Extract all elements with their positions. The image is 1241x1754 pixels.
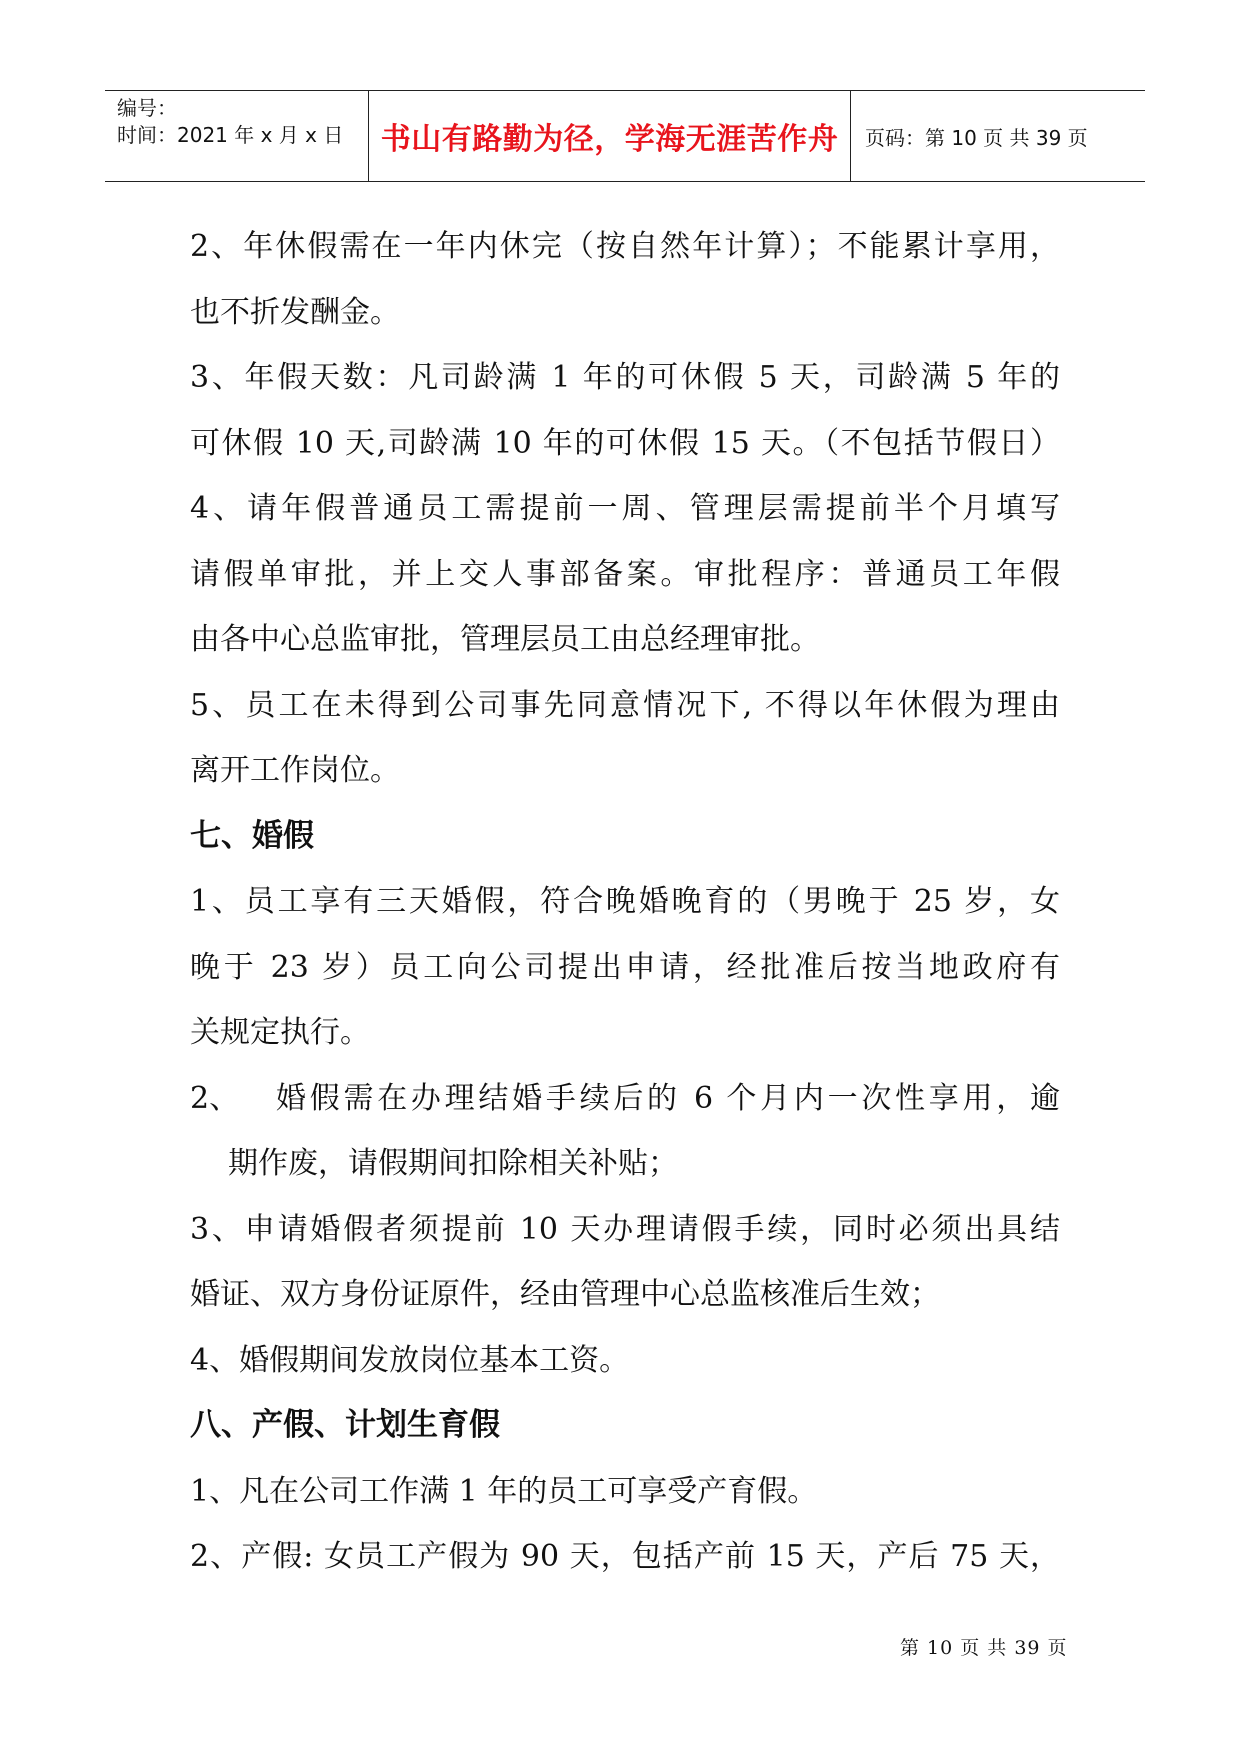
header-page-info: 页码：第 10 页 共 39 页 <box>865 125 1088 150</box>
document-header <box>105 90 1145 182</box>
marriage-leave-item-2-number: 2、 <box>190 1080 240 1116</box>
section-heading-marriage-leave: 七、婚假 <box>190 817 314 854</box>
header-page-cell <box>851 91 1145 181</box>
marriage-leave-item-3-line-1: 3、申请婚假者须提前 10 天办理请假手续，同时必须出具结 <box>190 1211 1060 1247</box>
annual-leave-item-2-line-2: 也不折发酬金。 <box>190 294 400 330</box>
maternity-leave-item-2-line-1: 2、产假: 女员工产假为 90 天，包括产前 15 天，产后 75 天， <box>190 1539 1060 1574</box>
annual-leave-item-2-line-1: 2、年休假需在一年内休完（按自然年计算）；不能累计享用， <box>190 229 1060 264</box>
header-motto-cell <box>369 91 851 181</box>
marriage-leave-item-3-line-2: 婚证、双方身份证原件，经由管理中心总监核准后生效； <box>190 1277 940 1312</box>
header-meta-cell <box>105 91 369 181</box>
annual-leave-item-4-line-2: 请假单审批，并上交人事部备案。审批程序：普通员工年假 <box>190 556 1060 592</box>
marriage-leave-item-2-line-1 <box>190 1066 1060 1132</box>
document-number-label: 编号： <box>117 96 177 120</box>
annual-leave-item-3-line-1: 3、年假天数：凡司龄满 1 年的可休假 5 天，司龄满 5 年的 <box>190 360 1060 395</box>
section-heading-maternity-leave: 八、产假、计划生育假 <box>190 1407 500 1443</box>
maternity-leave-item-1-line-1: 1、凡在公司工作满 1 年的员工可享受产育假。 <box>190 1473 818 1509</box>
marriage-leave-item-2-line-2: 期作废，请假期间扣除相关补贴； <box>228 1146 678 1181</box>
annual-leave-item-5-line-1: 5、员工在未得到公司事先同意情况下, 不得以年休假为理由 <box>190 687 1060 723</box>
marriage-leave-item-1-line-1: 1、员工享有三天婚假，符合晚婚晚育的（男晚于 25 岁，女 <box>190 884 1060 919</box>
annual-leave-item-5-line-2: 离开工作岗位。 <box>190 753 400 788</box>
document-body <box>190 214 1060 1590</box>
annual-leave-item-3-line-2: 可休假 10 天,司龄满 10 年的可休假 15 天。（不包括节假日） <box>190 425 1060 461</box>
annual-leave-item-4-line-1: 4、请年假普通员工需提前一周、管理层需提前半个月填写 <box>190 491 1060 526</box>
marriage-leave-item-2-text: 婚假需在办理结婚手续后的 6 个月内一次性享用，逾 <box>276 1080 1060 1116</box>
page-footer: 第 10 页 共 39 页 <box>900 1637 1068 1659</box>
annual-leave-item-4-line-3: 由各中心总监审批，管理层员工由总经理审批。 <box>190 622 820 657</box>
header-motto: 书山有路勤为径，学海无涯苦作舟 <box>380 122 839 157</box>
marriage-leave-item-4-line-1: 4、婚假期间发放岗位基本工资。 <box>190 1342 630 1378</box>
marriage-leave-item-1-line-3: 关规定执行。 <box>190 1015 370 1050</box>
document-time-label: 时间：2021 年 x 月 x 日 <box>117 123 344 147</box>
marriage-leave-item-1-line-2: 晚于 23 岁）员工向公司提出申请，经批准后按当地政府有 <box>190 949 1060 985</box>
